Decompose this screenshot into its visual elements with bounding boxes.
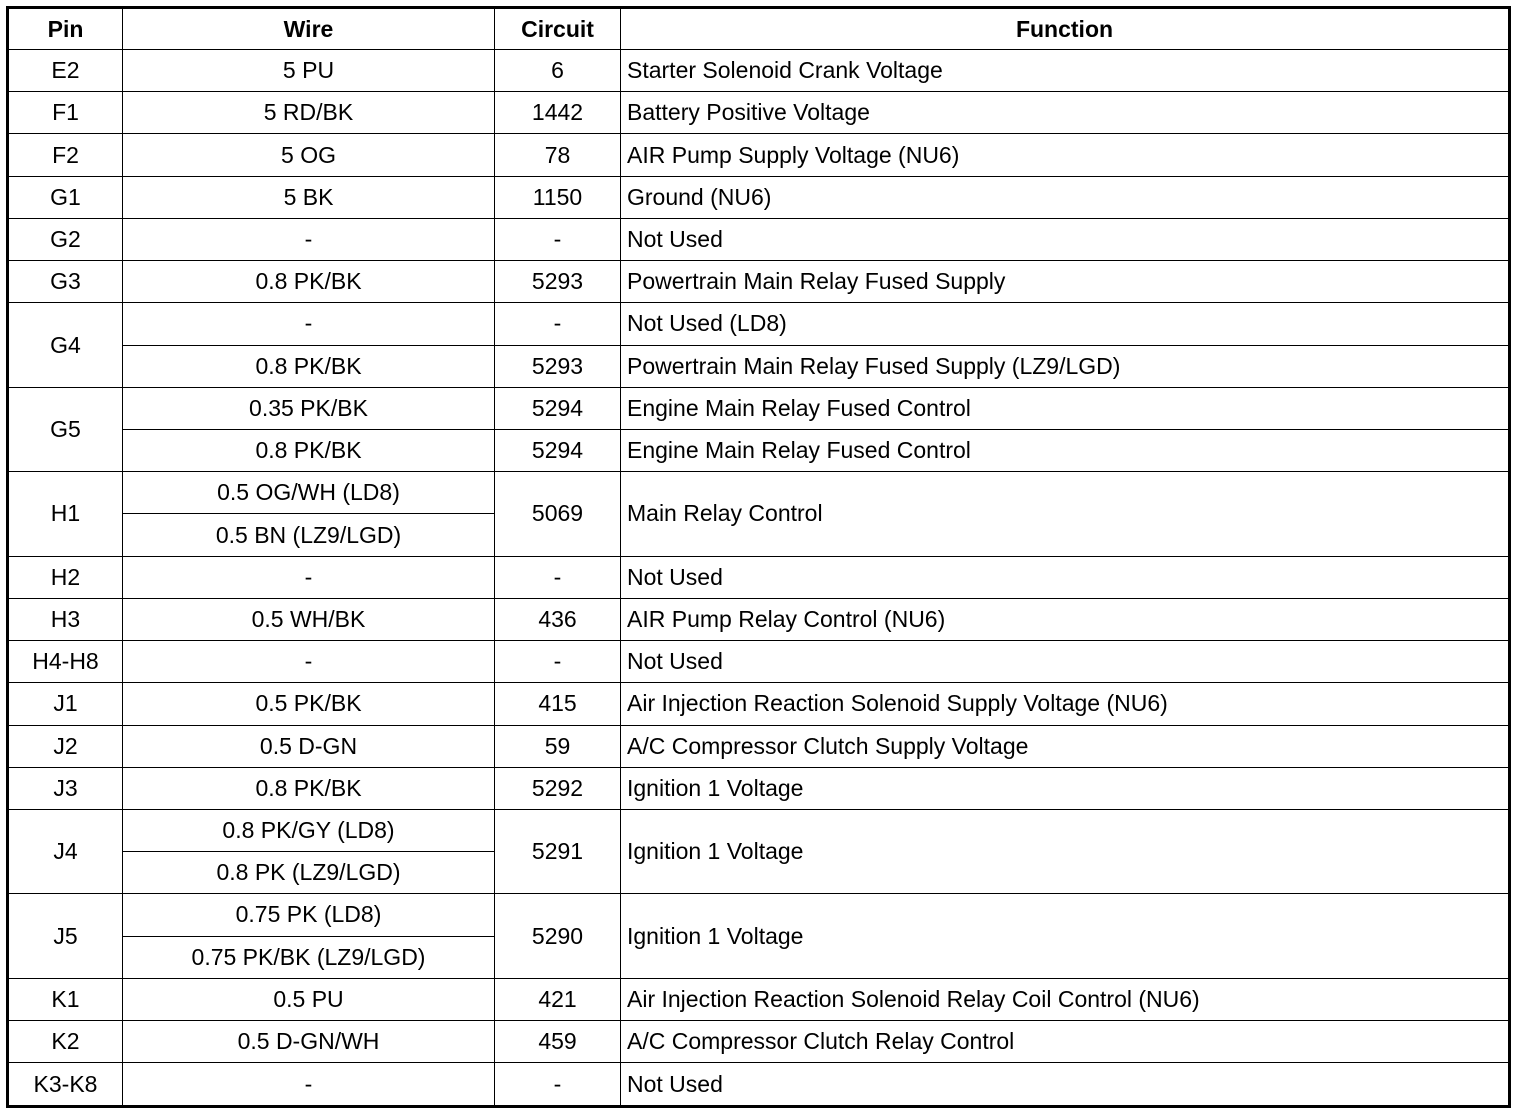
circuit-cell: 5292 — [495, 767, 621, 809]
circuit-cell: 1442 — [495, 92, 621, 134]
function-cell: AIR Pump Relay Control (NU6) — [621, 598, 1510, 640]
pin-cell: F1 — [8, 92, 123, 134]
header-pin: Pin — [8, 8, 123, 50]
pin-cell: H1 — [8, 472, 123, 556]
wire-cell: 0.5 D-GN/WH — [123, 1021, 495, 1063]
wire-cell: 5 OG — [123, 134, 495, 176]
function-cell: A/C Compressor Clutch Supply Voltage — [621, 725, 1510, 767]
wire-cell: 5 RD/BK — [123, 92, 495, 134]
function-cell: Not Used — [621, 218, 1510, 260]
wire-cell: 0.8 PK/GY (LD8) — [123, 809, 495, 851]
connector-pin-table — [6, 6, 1511, 1108]
circuit-cell: 6 — [495, 50, 621, 92]
function-cell: Air Injection Reaction Solenoid Supply Voltage (NU6) — [621, 683, 1510, 725]
wire-cell: 5 PU — [123, 50, 495, 92]
circuit-cell: - — [495, 303, 621, 345]
pin-cell: G2 — [8, 218, 123, 260]
function-cell: Not Used — [621, 1063, 1510, 1107]
circuit-cell: - — [495, 1063, 621, 1107]
circuit-cell: - — [495, 556, 621, 598]
function-cell: Ignition 1 Voltage — [621, 894, 1510, 978]
circuit-cell: 5293 — [495, 261, 621, 303]
circuit-cell: 59 — [495, 725, 621, 767]
function-cell: A/C Compressor Clutch Relay Control — [621, 1021, 1510, 1063]
header-wire: Wire — [123, 8, 495, 50]
pin-cell: K1 — [8, 978, 123, 1020]
pin-cell: H3 — [8, 598, 123, 640]
table-row — [8, 978, 1510, 1020]
wire-cell: 0.75 PK (LD8) — [123, 894, 495, 936]
table-row — [8, 218, 1510, 260]
table-row — [8, 472, 1510, 514]
pin-cell: J3 — [8, 767, 123, 809]
function-cell: Ignition 1 Voltage — [621, 809, 1510, 893]
pin-cell: E2 — [8, 50, 123, 92]
circuit-cell: 421 — [495, 978, 621, 1020]
wire-cell: 0.8 PK/BK — [123, 767, 495, 809]
function-cell: Battery Positive Voltage — [621, 92, 1510, 134]
function-cell: Main Relay Control — [621, 472, 1510, 556]
wire-cell: 0.5 PU — [123, 978, 495, 1020]
function-cell: Starter Solenoid Crank Voltage — [621, 50, 1510, 92]
table-row — [8, 683, 1510, 725]
table-row — [8, 598, 1510, 640]
pin-cell: K3-K8 — [8, 1063, 123, 1107]
pin-cell: J5 — [8, 894, 123, 978]
circuit-cell: 5294 — [495, 387, 621, 429]
wire-cell: 0.5 OG/WH (LD8) — [123, 472, 495, 514]
table-row — [8, 556, 1510, 598]
pin-cell: J2 — [8, 725, 123, 767]
circuit-cell: 459 — [495, 1021, 621, 1063]
table-row — [8, 92, 1510, 134]
wire-cell: - — [123, 1063, 495, 1107]
circuit-cell: 5294 — [495, 429, 621, 471]
table-row — [8, 894, 1510, 936]
header-function: Function — [621, 8, 1510, 50]
wire-cell: - — [123, 641, 495, 683]
pin-cell: J1 — [8, 683, 123, 725]
circuit-cell: 5290 — [495, 894, 621, 978]
wire-cell: 5 BK — [123, 176, 495, 218]
table-row — [8, 429, 1510, 471]
pin-cell: G5 — [8, 387, 123, 471]
function-cell: AIR Pump Supply Voltage (NU6) — [621, 134, 1510, 176]
function-cell: Powertrain Main Relay Fused Supply (LZ9/LGD) — [621, 345, 1510, 387]
wire-cell: 0.5 WH/BK — [123, 598, 495, 640]
wire-cell: 0.8 PK/BK — [123, 429, 495, 471]
wire-cell: 0.35 PK/BK — [123, 387, 495, 429]
circuit-cell: 1150 — [495, 176, 621, 218]
wire-cell: 0.5 D-GN — [123, 725, 495, 767]
table-row — [8, 1063, 1510, 1107]
circuit-cell: 436 — [495, 598, 621, 640]
wire-cell: - — [123, 556, 495, 598]
wire-cell: - — [123, 218, 495, 260]
pin-cell: G4 — [8, 303, 123, 387]
function-cell: Engine Main Relay Fused Control — [621, 429, 1510, 471]
pin-cell: F2 — [8, 134, 123, 176]
circuit-cell: - — [495, 218, 621, 260]
table-row — [8, 134, 1510, 176]
table-row — [8, 641, 1510, 683]
function-cell: Ground (NU6) — [621, 176, 1510, 218]
header-circuit: Circuit — [495, 8, 621, 50]
circuit-cell: 415 — [495, 683, 621, 725]
table-row — [8, 387, 1510, 429]
function-cell: Ignition 1 Voltage — [621, 767, 1510, 809]
table-row — [8, 261, 1510, 303]
function-cell: Powertrain Main Relay Fused Supply — [621, 261, 1510, 303]
wire-cell: 0.75 PK/BK (LZ9/LGD) — [123, 936, 495, 978]
table-row — [8, 176, 1510, 218]
circuit-cell: - — [495, 641, 621, 683]
pin-cell: H4-H8 — [8, 641, 123, 683]
wire-cell: 0.8 PK (LZ9/LGD) — [123, 852, 495, 894]
table-row — [8, 1021, 1510, 1063]
pin-cell: H2 — [8, 556, 123, 598]
table-row — [8, 725, 1510, 767]
function-cell: Air Injection Reaction Solenoid Relay Coil Control (NU6) — [621, 978, 1510, 1020]
wire-cell: 0.8 PK/BK — [123, 261, 495, 303]
function-cell: Not Used (LD8) — [621, 303, 1510, 345]
table-row — [8, 767, 1510, 809]
function-cell: Engine Main Relay Fused Control — [621, 387, 1510, 429]
table-row — [8, 50, 1510, 92]
circuit-cell: 5291 — [495, 809, 621, 893]
circuit-cell: 5293 — [495, 345, 621, 387]
table-row — [8, 809, 1510, 851]
pin-cell: G3 — [8, 261, 123, 303]
table-row — [8, 345, 1510, 387]
function-cell: Not Used — [621, 641, 1510, 683]
wire-cell: 0.5 PK/BK — [123, 683, 495, 725]
circuit-cell: 5069 — [495, 472, 621, 556]
circuit-cell: 78 — [495, 134, 621, 176]
pin-cell: K2 — [8, 1021, 123, 1063]
wire-cell: - — [123, 303, 495, 345]
pin-cell: J4 — [8, 809, 123, 893]
function-cell: Not Used — [621, 556, 1510, 598]
table-row — [8, 303, 1510, 345]
wire-cell: 0.5 BN (LZ9/LGD) — [123, 514, 495, 556]
header-row — [8, 8, 1510, 50]
wire-cell: 0.8 PK/BK — [123, 345, 495, 387]
pin-cell: G1 — [8, 176, 123, 218]
